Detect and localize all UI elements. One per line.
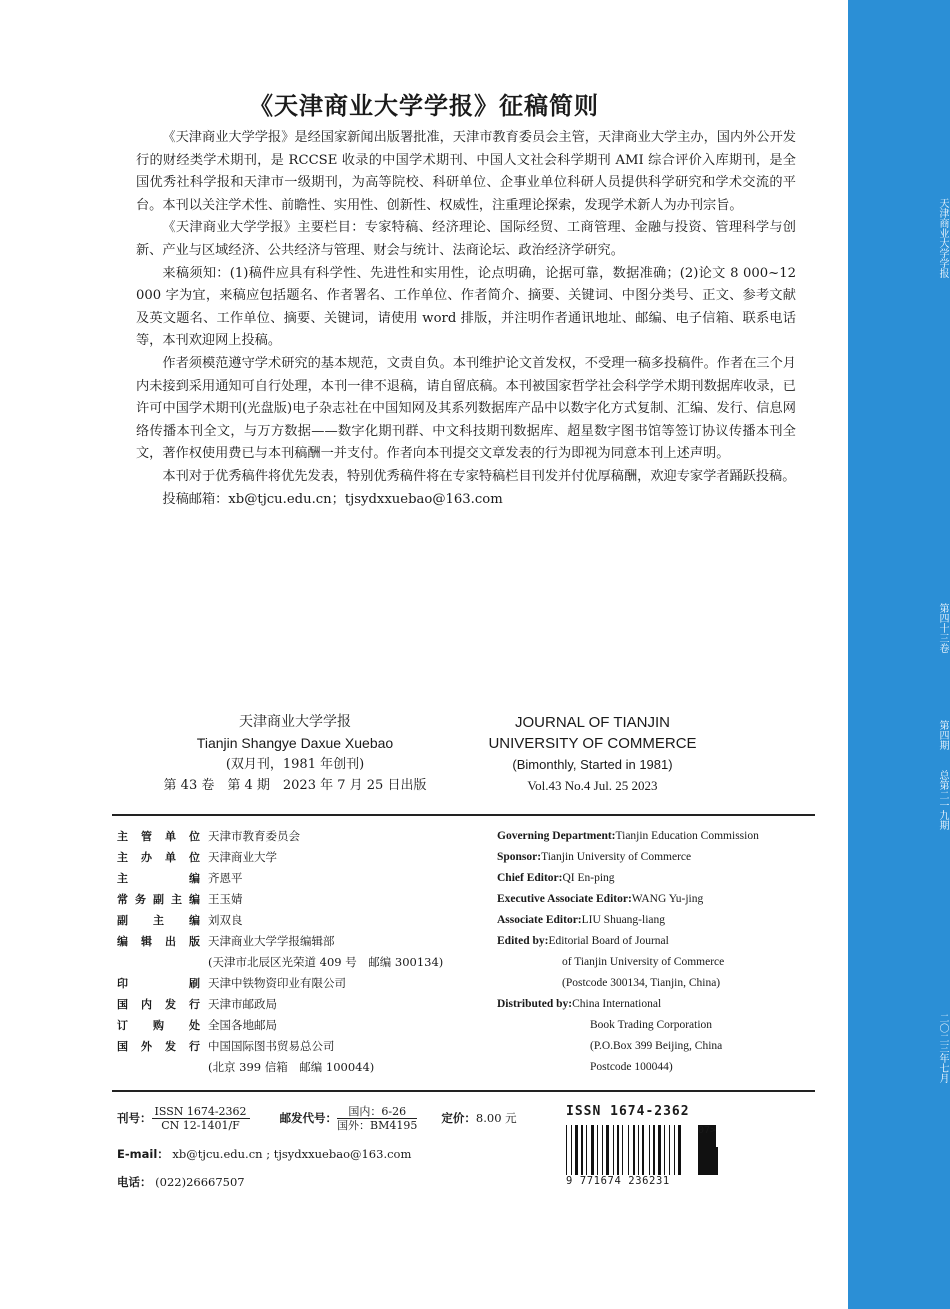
staff-row: 主编 齐恩平	[117, 871, 243, 885]
barcode-bar	[591, 1125, 594, 1175]
paragraph-columns: 《天津商业大学学报》主要栏目：专家特稿、经济理论、国际经贸、工商管理、金融与投资、管理科学与创新、产业与区域经济、公共经济与管理、财会与统计、法商论坛、政治经济学研究。	[136, 220, 796, 258]
notice-body	[136, 127, 796, 511]
staff-row: 国内发行 天津市邮政局	[117, 997, 277, 1011]
barcode-bar	[586, 1125, 587, 1175]
cn-number: CN 12-1401/F	[161, 1118, 240, 1132]
barcode-bar	[575, 1125, 578, 1175]
staff-row: 编辑出版 天津商业大学学报编辑部	[117, 934, 335, 948]
staff-row: Chief Editor: QI En-ping	[497, 872, 615, 884]
barcode-bar	[649, 1125, 650, 1175]
barcode-bar	[633, 1125, 635, 1175]
barcode-addon-bar	[713, 1147, 715, 1175]
spine-total: 总第二一九期	[937, 770, 948, 830]
staff-row: of Tianjin University of Commerce	[562, 956, 725, 968]
barcode-addon-bar	[709, 1147, 711, 1175]
spine-volume: 第四十三卷	[937, 603, 948, 653]
barcode-bar	[642, 1125, 644, 1175]
barcode-bar	[613, 1125, 614, 1175]
barcode-bars	[566, 1125, 736, 1175]
paragraph-submission-notes: 来稿须知：(1)稿件应具有科学性、先进性和实用性，论点明确，论据可靠，数据准确；(2)论文 8 000~12 000 字为宜，来稿应包括题名、作者署名、工作单位、作者简介、摘要、关键词、中图分类号、正文、参考文献及英文题名、工作单位、摘要、关键词，请使用 word 排版，并注明作者通讯地址、邮编、电子信箱、联系电话等，本刊欢迎网上投稿。	[136, 265, 796, 349]
spine-date: 二〇二三年七月	[937, 1013, 948, 1083]
staff-row: Sponsor: Tianjin University of Commerce	[497, 851, 692, 863]
masthead-english	[470, 712, 715, 796]
masthead-cn-name: 天津商业大学学报	[239, 714, 351, 730]
staff-row: Postcode 100044)	[590, 1061, 673, 1073]
masthead-pinyin: Tianjin Shangye Daxue Xuebao	[196, 735, 394, 751]
barcode-bar	[628, 1125, 629, 1175]
issn-cn-fraction	[152, 1105, 250, 1132]
staff-row: Executive Associate Editor: WANG Yu-jing	[497, 893, 704, 905]
kanhao-label: 刊号：	[117, 1111, 152, 1125]
staff-row: 订购处 全国各地邮局	[117, 1018, 277, 1032]
staff-row: Book Trading Corporation	[590, 1019, 713, 1031]
postal-foreign: 国外：BM4195	[337, 1118, 418, 1132]
barcode-bar	[581, 1125, 583, 1175]
postal-code-label: 邮发代号：	[279, 1111, 338, 1125]
barcode-bar	[597, 1125, 598, 1175]
phone-value: (022)26667507	[155, 1175, 245, 1189]
barcode-bar	[653, 1125, 655, 1175]
price-label: 定价：	[441, 1111, 476, 1125]
paragraph-submission-email: 投稿邮箱：xb@tjcu.edu.cn；tjsydxxuebao@163.com	[162, 491, 503, 507]
barcode-bar	[638, 1125, 639, 1175]
staff-row: 主管单位 天津市教育委员会	[117, 829, 300, 843]
divider-top	[112, 814, 815, 816]
spine-issue: 第四期	[937, 720, 948, 750]
barcode-bar	[674, 1125, 675, 1175]
staff-row: 国外发行 中国国际图书贸易总公司	[117, 1039, 335, 1053]
email-value: xb@tjcu.edu.cn ; tjsydxxuebao@163.com	[172, 1147, 412, 1161]
spine-bar	[848, 0, 950, 1309]
staff-list-english	[497, 826, 817, 1078]
staff-list-chinese	[117, 826, 487, 1078]
phone-label: 电话：	[117, 1175, 152, 1189]
staff-row: Distributed by: China International	[497, 998, 662, 1010]
masthead-cn-issue: 第 43 卷 第 4 期 2023 年 7 月 25 日出版	[163, 778, 427, 793]
issn-number: ISSN 1674-2362	[152, 1105, 250, 1119]
barcode-digits: 9 771674 236231	[566, 1175, 670, 1187]
staff-row: (北京 399 信箱 邮编 100044)	[208, 1060, 375, 1074]
barcode-bar	[571, 1125, 572, 1175]
masthead-cn-frequency: (双月刊，1981 年创刊)	[225, 757, 365, 772]
masthead-chinese	[160, 712, 430, 796]
barcode-bar	[617, 1125, 619, 1175]
page-title: 《天津商业大学学报》征稿简则	[249, 92, 599, 120]
masthead-en-issue: Vol.43 No.4 Jul. 25 2023	[527, 778, 658, 793]
staff-row: (天津市北辰区光荣道 409 号 邮编 300134)	[208, 955, 444, 969]
spine-journal-name: 天津商业大学学报	[937, 198, 948, 278]
paragraph-priority: 本刊对于优秀稿件将优先发表，特别优秀稿件将在专家特稿栏目刊发并付优厚稿酬，欢迎专家学者踊跃投稿。	[162, 468, 796, 484]
barcode-bar	[602, 1125, 603, 1175]
divider-bottom	[112, 1090, 815, 1092]
barcode-addon-bar	[706, 1147, 708, 1175]
barcode-bar	[669, 1125, 670, 1175]
postal-code-fraction	[337, 1105, 417, 1132]
staff-row: Edited by: Editorial Board of Journal	[497, 935, 669, 947]
masthead-en-frequency: (Bimonthly, Started in 1981)	[512, 757, 673, 772]
postal-domestic: 国内：6-26	[337, 1105, 417, 1119]
barcode-addon-bar	[716, 1147, 718, 1175]
barcode-addon: 07>	[698, 1125, 716, 1175]
barcode-issn-label: ISSN 1674-2362	[566, 1104, 690, 1119]
staff-row: (Postcode 300134, Tianjin, China)	[562, 977, 721, 989]
barcode-bar	[566, 1125, 567, 1175]
barcode-block	[566, 1104, 736, 1187]
barcode-bar	[678, 1125, 681, 1175]
paragraph-intro: 《天津商业大学学报》是经国家新闻出版署批准，天津市教育委员会主管，天津商业大学主办，国内外公开发行的财经类学术期刊，是 RCCSE 收录的中国学术期刊、中国人文社会科学期刊 AMI 综合评价入库期刊，是全国优秀社科学报和天津市一级期刊，为高等院校、科研单位、企事业单位科研人员提供科学研究和学术交流的平台。本刊以关注学术性、前瞻性、实用性、创新性、权威性，注重理论探索，发现学术新人为办刊宗旨。	[136, 130, 796, 213]
staff-row: 主办单位 天津商业大学	[117, 850, 277, 864]
email-label: E-mail：	[117, 1147, 169, 1161]
price-value: 8.00 元	[475, 1111, 517, 1125]
barcode-bar	[606, 1125, 609, 1175]
masthead-en-line2: UNIVERSITY OF COMMERCE	[488, 735, 697, 752]
staff-row: (P.O.Box 399 Beijing, China	[590, 1040, 723, 1052]
staff-row: Associate Editor: LIU Shuang-liang	[497, 914, 665, 926]
barcode-bar	[622, 1125, 623, 1175]
barcode-bar	[658, 1125, 661, 1175]
staff-row: 常务副主编 王玉婧	[117, 892, 243, 906]
paragraph-copyright: 作者须模范遵守学术研究的基本规范，文责自负。本刊维护论文首发权，不受理一稿多投稿件。作者在三个月内未接到采用通知可自行处理，本刊一律不退稿，请自留底稿。本刊被国家哲学社会科学学术期刊数据库收录，已许可中国学术期刊(光盘版)电子杂志社在中国知网及其系列数据库产品中以数字化方式复制、汇编、发行、信息网络传播本刊全文，与万方数据——数字化期刊群、中文科技期刊数据库、超星数字图书馆等签订协议传播本刊全文，著作权使用费已与本刊稿酬一并支付。作者向本刊提交文章发表的行为即视为同意本刊上述声明。	[136, 355, 796, 462]
staff-row: 印刷 天津中铁物资印业有限公司	[117, 976, 346, 990]
barcode-bar	[664, 1125, 665, 1175]
staff-row: Governing Department: Tianjin Education Commission	[497, 830, 759, 842]
staff-row: 副主编 刘双良	[117, 913, 243, 927]
masthead-en-line1: JOURNAL OF TIANJIN	[514, 714, 671, 731]
